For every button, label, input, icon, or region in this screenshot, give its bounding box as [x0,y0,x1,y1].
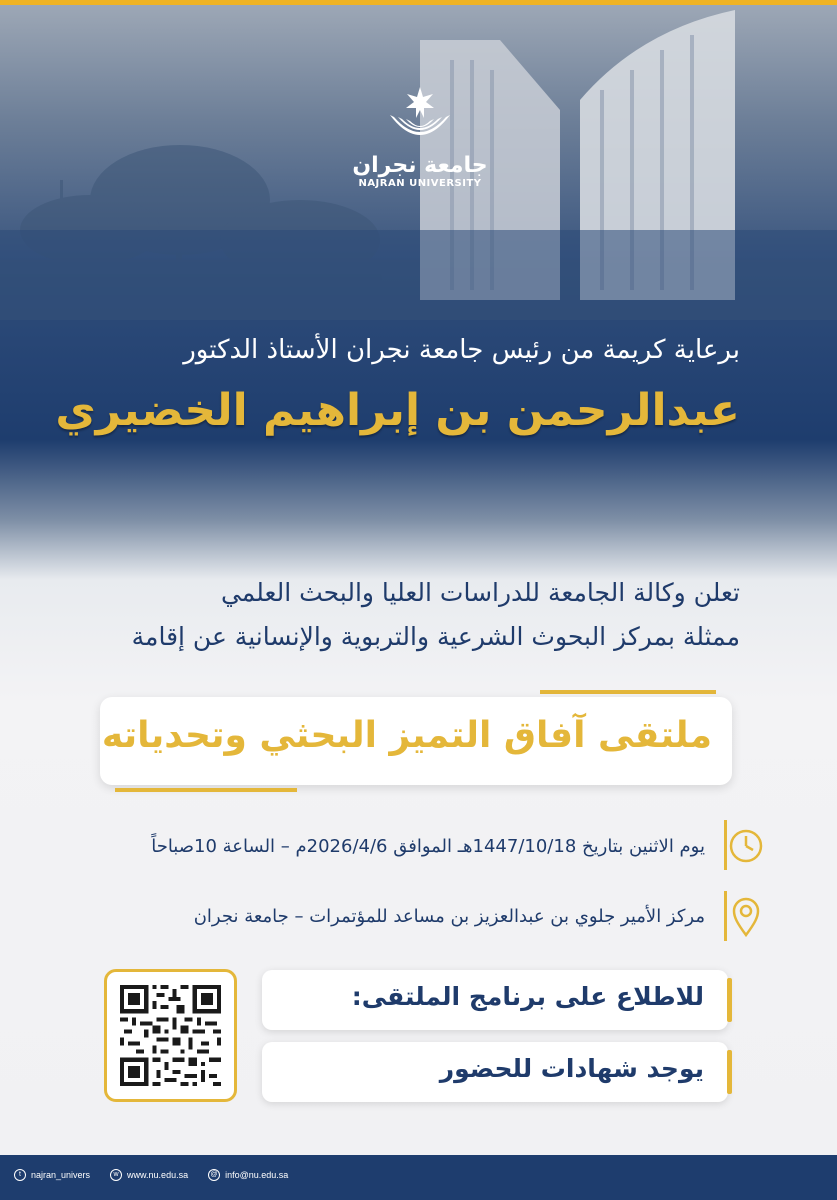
program-label: للاطلاع على برنامج الملتقى: [351,982,704,1011]
website-url: www.nu.edu.sa [127,1170,189,1180]
location-pin-icon [727,893,763,939]
globe-icon: w [110,1169,122,1181]
title-accent-bottom [115,788,297,792]
event-date-time: يوم الاثنين بتاريخ 1447/10/18هـ الموافق 2026/4/6م – الساعة 10صباحاً [151,836,705,857]
email-address: info@nu.edu.sa [225,1170,289,1180]
announcement-line-1: تعلن وكالة الجامعة للدراسات العليا والبحث العلمي [220,578,740,607]
title-accent-top [540,690,716,694]
footer-twitter[interactable] [14,1169,90,1181]
patron-name: عبدالرحمن بن إبراهيم الخضيري [55,385,740,436]
certificates-accent [727,1050,732,1094]
twitter-handle: najran_univers [31,1170,91,1180]
logo-emblem-icon [380,85,460,150]
certificates-box [262,1042,728,1102]
university-logo [350,85,490,195]
event-location: مركز الأمير جلوي بن عبدالعزيز بن مساعد للمؤتمرات – جامعة نجران [193,906,705,927]
event-title-box [100,697,732,785]
logo-arabic-text: جامعة نجران [352,153,488,178]
patron-line: برعاية كريمة من رئيس جامعة نجران الأستاذ الدكتور [183,335,740,365]
program-qr-code[interactable] [104,969,237,1102]
certificates-label: يوجد شهادات للحضور [439,1054,704,1083]
footer-email[interactable] [208,1169,288,1181]
twitter-icon: t [14,1169,26,1181]
program-label-accent [727,978,732,1022]
footer-website[interactable] [110,1169,188,1181]
logo-english-text: NAJRAN UNIVERSITY [358,178,482,189]
mail-icon: @ [208,1169,220,1181]
footer-bar [0,1155,837,1200]
qr-code-image [120,985,221,1086]
event-title: ملتقى آفاق التميز البحثي وتحدياته [101,715,712,756]
program-label-box [262,970,728,1030]
announcement-line-2: ممثلة بمركز البحوث الشرعية والتربوية والإنسانية عن إقامة [131,622,740,651]
clock-icon [727,822,763,868]
